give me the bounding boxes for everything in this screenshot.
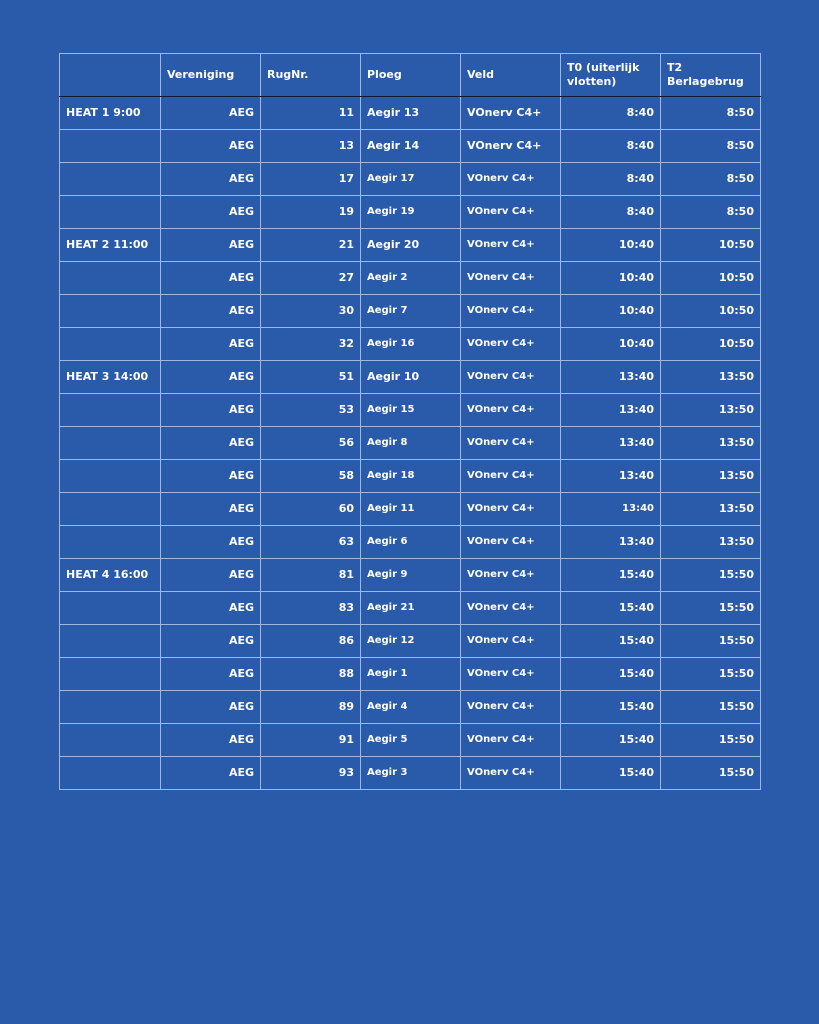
t2-cell: 10:50 [661,229,761,262]
club-cell: AEG [161,394,261,427]
t2-cell: 13:50 [661,361,761,394]
table-row [60,394,761,427]
heat-cell [60,196,161,229]
number-cell: 88 [261,658,361,691]
table-row [60,97,761,130]
crew-cell: Aegir 3 [361,757,461,790]
field-cell: VOnerv C4+ [461,295,561,328]
t0-cell: 10:40 [561,262,661,295]
club-cell: AEG [161,163,261,196]
t2-cell: 8:50 [661,196,761,229]
t0-cell: 13:40 [561,361,661,394]
table-row [60,724,761,757]
table-row [60,229,761,262]
number-cell: 91 [261,724,361,757]
field-cell: VOnerv C4+ [461,130,561,163]
club-cell: AEG [161,328,261,361]
t0-cell: 8:40 [561,196,661,229]
heat-cell [60,658,161,691]
table-header-row [60,54,761,97]
crew-cell: Aegir 20 [361,229,461,262]
t2-cell: 8:50 [661,97,761,130]
heat-cell [60,394,161,427]
heat-cell [60,757,161,790]
number-cell: 13 [261,130,361,163]
club-cell: AEG [161,559,261,592]
t0-cell: 13:40 [561,427,661,460]
crew-cell: Aegir 1 [361,658,461,691]
header-t2: T2 Berlagebrug [661,54,761,97]
t0-cell: 13:40 [561,460,661,493]
heat-cell [60,493,161,526]
club-cell: AEG [161,493,261,526]
heat-cell: HEAT 2 11:00 [60,229,161,262]
heat-cell: HEAT 3 14:00 [60,361,161,394]
t2-cell: 15:50 [661,724,761,757]
club-cell: AEG [161,658,261,691]
table-row [60,526,761,559]
header-heat [60,54,161,97]
t2-cell: 10:50 [661,295,761,328]
t2-cell: 13:50 [661,394,761,427]
table-row [60,295,761,328]
field-cell: VOnerv C4+ [461,526,561,559]
crew-cell: Aegir 10 [361,361,461,394]
t0-cell: 10:40 [561,229,661,262]
heat-cell [60,691,161,724]
number-cell: 86 [261,625,361,658]
field-cell: VOnerv C4+ [461,658,561,691]
field-cell: VOnerv C4+ [461,427,561,460]
t0-cell: 8:40 [561,97,661,130]
club-cell: AEG [161,625,261,658]
crew-cell: Aegir 16 [361,328,461,361]
t2-cell: 15:50 [661,658,761,691]
t2-cell: 15:50 [661,625,761,658]
field-cell: VOnerv C4+ [461,262,561,295]
table-row [60,658,761,691]
field-cell: VOnerv C4+ [461,196,561,229]
number-cell: 56 [261,427,361,460]
number-cell: 17 [261,163,361,196]
crew-cell: Aegir 11 [361,493,461,526]
t0-cell: 8:40 [561,130,661,163]
field-cell: VOnerv C4+ [461,625,561,658]
number-cell: 11 [261,97,361,130]
field-cell: VOnerv C4+ [461,724,561,757]
header-t0: T0 (uiterlijk vlotten) [561,54,661,97]
table-row [60,460,761,493]
crew-cell: Aegir 9 [361,559,461,592]
header-ploeg: Ploeg [361,54,461,97]
t2-cell: 15:50 [661,691,761,724]
t2-cell: 13:50 [661,493,761,526]
number-cell: 21 [261,229,361,262]
t2-cell: 15:50 [661,559,761,592]
t0-cell: 15:40 [561,592,661,625]
t2-cell: 10:50 [661,262,761,295]
number-cell: 53 [261,394,361,427]
crew-cell: Aegir 5 [361,724,461,757]
club-cell: AEG [161,229,261,262]
crew-cell: Aegir 4 [361,691,461,724]
table-row [60,361,761,394]
t2-cell: 15:50 [661,757,761,790]
t2-cell: 8:50 [661,130,761,163]
table-row [60,757,761,790]
heat-cell: HEAT 4 16:00 [60,559,161,592]
heat-cell [60,526,161,559]
t0-cell: 10:40 [561,295,661,328]
club-cell: AEG [161,460,261,493]
number-cell: 93 [261,757,361,790]
table-row [60,427,761,460]
t0-cell: 15:40 [561,757,661,790]
crew-cell: Aegir 17 [361,163,461,196]
club-cell: AEG [161,295,261,328]
crew-cell: Aegir 8 [361,427,461,460]
t0-cell: 15:40 [561,658,661,691]
field-cell: VOnerv C4+ [461,229,561,262]
crew-cell: Aegir 2 [361,262,461,295]
t0-cell: 13:40 [561,394,661,427]
heat-cell [60,724,161,757]
heat-cell [60,328,161,361]
crew-cell: Aegir 14 [361,130,461,163]
t0-cell: 10:40 [561,328,661,361]
crew-cell: Aegir 7 [361,295,461,328]
club-cell: AEG [161,526,261,559]
number-cell: 60 [261,493,361,526]
field-cell: VOnerv C4+ [461,97,561,130]
table-row [60,130,761,163]
t2-cell: 13:50 [661,427,761,460]
number-cell: 89 [261,691,361,724]
table-row [60,262,761,295]
table-row [60,592,761,625]
t0-cell: 15:40 [561,559,661,592]
club-cell: AEG [161,592,261,625]
field-cell: VOnerv C4+ [461,592,561,625]
t0-cell: 13:40 [561,526,661,559]
heat-cell: HEAT 1 9:00 [60,97,161,130]
t2-cell: 8:50 [661,163,761,196]
crew-cell: Aegir 19 [361,196,461,229]
table-row [60,328,761,361]
field-cell: VOnerv C4+ [461,757,561,790]
t0-cell: 13:40 [561,493,661,526]
number-cell: 63 [261,526,361,559]
t0-cell: 15:40 [561,625,661,658]
number-cell: 32 [261,328,361,361]
crew-cell: Aegir 13 [361,97,461,130]
number-cell: 81 [261,559,361,592]
t2-cell: 13:50 [661,526,761,559]
t0-cell: 15:40 [561,724,661,757]
heat-cell [60,163,161,196]
club-cell: AEG [161,130,261,163]
t2-cell: 13:50 [661,460,761,493]
field-cell: VOnerv C4+ [461,394,561,427]
crew-cell: Aegir 6 [361,526,461,559]
club-cell: AEG [161,361,261,394]
number-cell: 19 [261,196,361,229]
table-row [60,559,761,592]
heat-cell [60,262,161,295]
heat-schedule-table [59,53,761,790]
crew-cell: Aegir 18 [361,460,461,493]
field-cell: VOnerv C4+ [461,460,561,493]
heat-cell [60,295,161,328]
number-cell: 58 [261,460,361,493]
table-row [60,163,761,196]
field-cell: VOnerv C4+ [461,493,561,526]
heat-cell [60,427,161,460]
heat-cell [60,625,161,658]
table-row [60,625,761,658]
field-cell: VOnerv C4+ [461,328,561,361]
field-cell: VOnerv C4+ [461,163,561,196]
header-vereniging: Vereniging [161,54,261,97]
club-cell: AEG [161,262,261,295]
t2-cell: 10:50 [661,328,761,361]
club-cell: AEG [161,757,261,790]
heat-cell [60,460,161,493]
club-cell: AEG [161,691,261,724]
table-row [60,196,761,229]
number-cell: 27 [261,262,361,295]
number-cell: 30 [261,295,361,328]
header-rugnr: RugNr. [261,54,361,97]
table-row [60,493,761,526]
field-cell: VOnerv C4+ [461,559,561,592]
club-cell: AEG [161,427,261,460]
heat-cell [60,130,161,163]
club-cell: AEG [161,724,261,757]
t0-cell: 8:40 [561,163,661,196]
t2-cell: 15:50 [661,592,761,625]
table-row [60,691,761,724]
crew-cell: Aegir 21 [361,592,461,625]
heat-cell [60,592,161,625]
number-cell: 83 [261,592,361,625]
club-cell: AEG [161,196,261,229]
field-cell: VOnerv C4+ [461,361,561,394]
crew-cell: Aegir 15 [361,394,461,427]
header-veld: Veld [461,54,561,97]
t0-cell: 15:40 [561,691,661,724]
field-cell: VOnerv C4+ [461,691,561,724]
number-cell: 51 [261,361,361,394]
club-cell: AEG [161,97,261,130]
crew-cell: Aegir 12 [361,625,461,658]
